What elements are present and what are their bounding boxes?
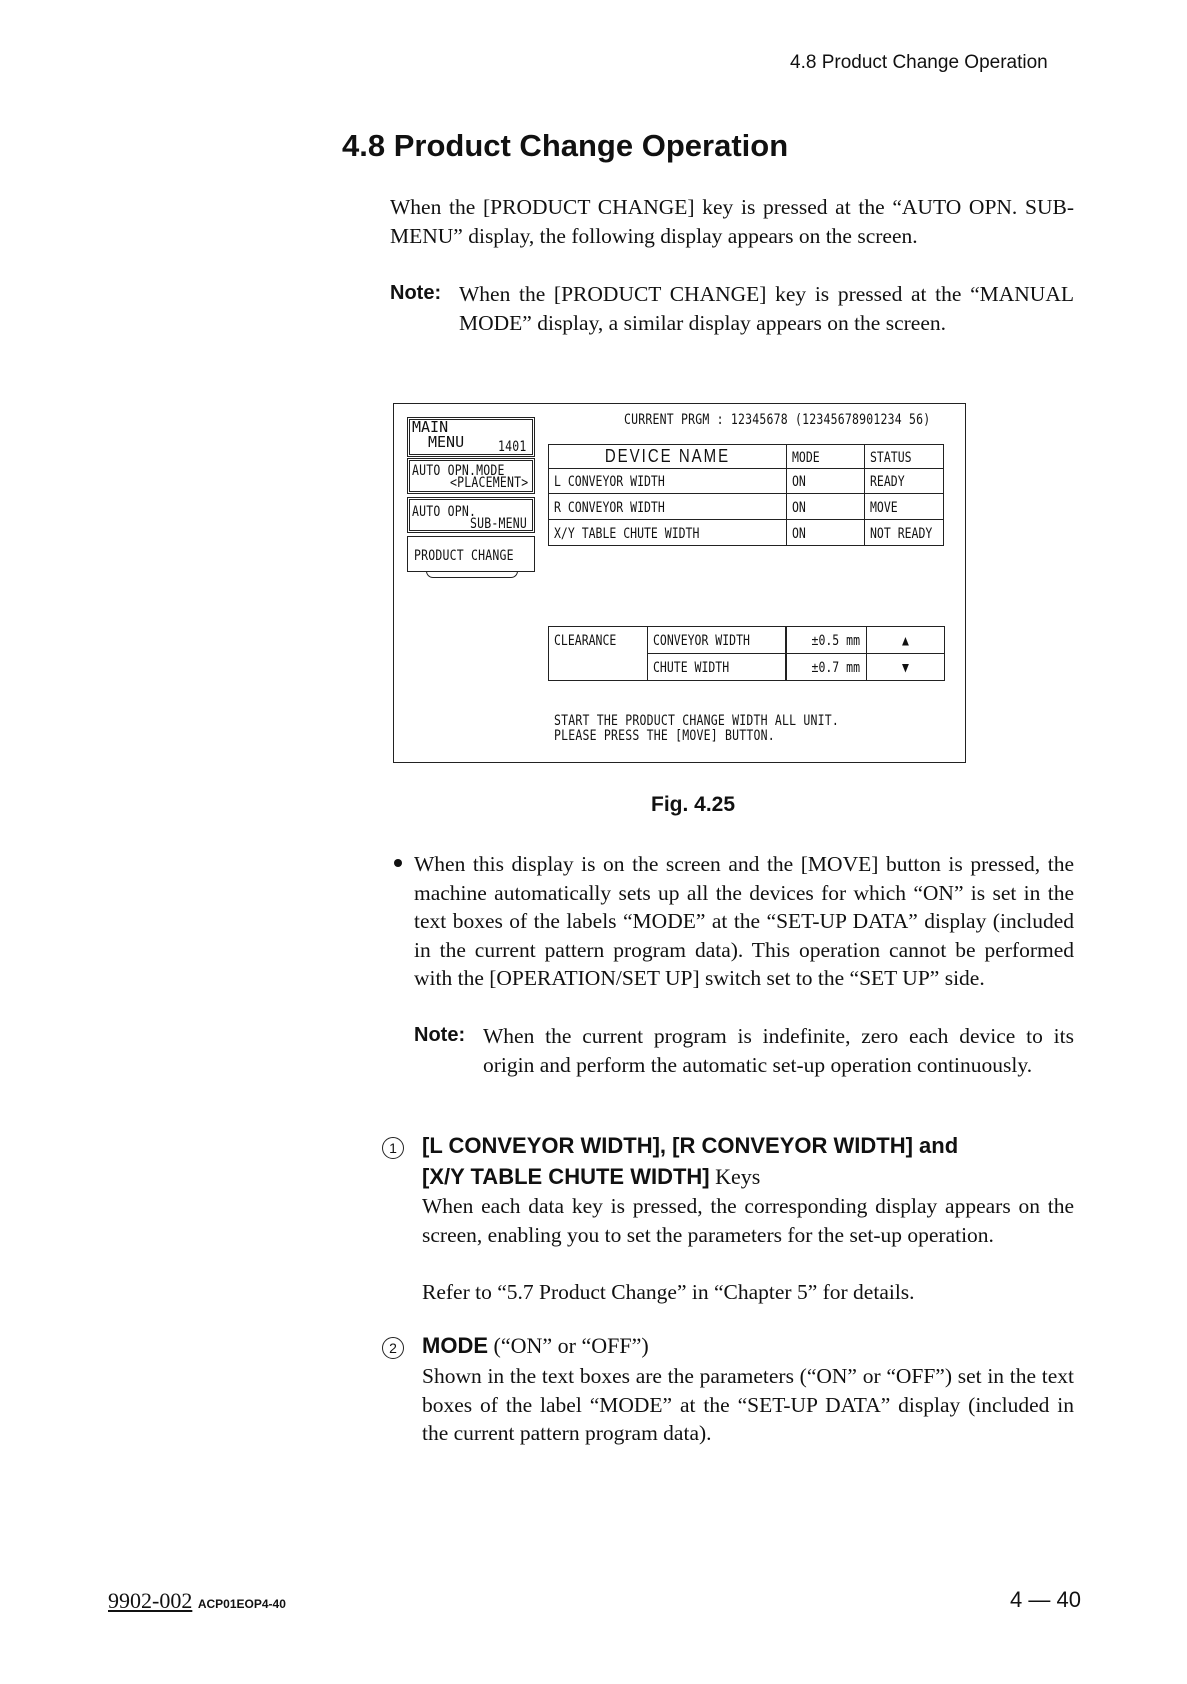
- xy-table-chute-width-key[interactable]: X/Y TABLE CHUTE WIDTH: [548, 519, 787, 546]
- r-conveyor-mode[interactable]: ON: [786, 493, 865, 520]
- footer-doc-code: [108, 1588, 286, 1614]
- l-conveyor-status: READY: [864, 468, 944, 494]
- page-number: 4 — 40: [1010, 1587, 1081, 1612]
- intro-paragraph: When the [PRODUCT CHANGE] key is pressed at the “AUTO OPN. SUB-MENU” display, the following display appears on the screen.: [390, 195, 1074, 248]
- product-change-screen: [393, 403, 966, 763]
- product-change-label: PRODUCT CHANGE: [414, 546, 514, 564]
- clearance-chute-width: CHUTE WIDTH: [647, 653, 786, 681]
- bullet-text: When this display is on the screen and the [MOVE] button is pressed, the machine automatically sets up all the devices for which “ON” is set in the text boxes of the labels “MODE” at the “SET-UP DATA” display (included in the current pattern program data). This operation cannot be performed with the [OPERATION/SET UP] switch set to the “SET UP” side.: [414, 852, 1074, 990]
- item-1-text: When each data key is pressed, the corresponding display appears on the screen, enabling you to set the parameters for the set-up operation.: [422, 1194, 1074, 1247]
- auto-opn-mode-label-2: <PLACEMENT>: [450, 473, 529, 491]
- main-menu-button[interactable]: [407, 417, 535, 457]
- device-name-header: DEVICE NAME: [548, 444, 787, 469]
- message-line-2: PLEASE PRESS THE [MOVE] BUTTON.: [554, 726, 775, 744]
- item-1-heading: [422, 1130, 1082, 1192]
- note-text: When the [PRODUCT CHANGE] key is pressed at the “MANUAL MODE” display, a similar display appears on the screen.: [459, 282, 1074, 335]
- bullet-icon: [394, 859, 402, 867]
- down-arrow-icon: ▼: [902, 658, 909, 676]
- item-1-number: 1: [382, 1137, 404, 1159]
- decrease-button[interactable]: [866, 653, 945, 681]
- main-menu-label-1: MAIN: [412, 418, 449, 436]
- item-2-heading-suffix: (“ON” or “OFF”): [488, 1333, 649, 1358]
- product-change-button[interactable]: [407, 536, 535, 572]
- figure-caption: Fig. 4.25: [651, 793, 736, 816]
- r-conveyor-width-key[interactable]: R CONVEYOR WIDTH: [548, 493, 787, 520]
- status-header: STATUS: [864, 444, 944, 469]
- item-2-number: 2: [382, 1337, 404, 1359]
- xy-table-status: NOT READY: [864, 519, 944, 546]
- bullet-note-label: Note:: [414, 1024, 466, 1046]
- auto-opn-sub-label-1: AUTO OPN.: [412, 502, 477, 520]
- main-menu-code: 1401: [498, 437, 527, 455]
- up-arrow-icon: ▲: [902, 631, 909, 649]
- doc-code: 9902-002: [108, 1588, 193, 1613]
- note-label: Note:: [390, 282, 442, 304]
- item-1-reference: Refer to “5.7 Product Change” in “Chapter 5” for details.: [422, 1280, 915, 1304]
- item-1-heading-line-2: [X/Y TABLE CHUTE WIDTH]: [422, 1164, 710, 1189]
- item-2-text: Shown in the text boxes are the parameters (“ON” or “OFF”) set in the text boxes of the label “MODE” at the “SET-UP DATA” display (included in the current pattern program data).: [422, 1364, 1074, 1445]
- item-2-heading-bold: MODE: [422, 1333, 488, 1358]
- item-2-heading: [422, 1330, 1082, 1361]
- increase-button[interactable]: [866, 626, 945, 654]
- main-menu-label-2: MENU: [428, 433, 465, 451]
- auto-opn-mode-button[interactable]: [407, 458, 535, 494]
- current-program: CURRENT PRGM : 12345678 (12345678901234 56): [624, 410, 931, 428]
- xy-table-mode[interactable]: ON: [786, 519, 865, 546]
- bullet-note-text: When the current program is indefinite, zero each device to its origin and perform the automatic set-up operation continuously.: [483, 1024, 1074, 1077]
- item-1-heading-suffix: Keys: [709, 1164, 761, 1189]
- mode-header: MODE: [786, 444, 865, 469]
- auto-opn-sub-label-2: SUB-MENU: [470, 514, 527, 532]
- item-1-heading-line-1: [L CONVEYOR WIDTH], [R CONVEYOR WIDTH] and: [422, 1133, 959, 1158]
- r-conveyor-status: MOVE: [864, 493, 944, 520]
- message-line-1: START THE PRODUCT CHANGE WIDTH ALL UNIT.: [554, 711, 839, 729]
- l-conveyor-mode[interactable]: ON: [786, 468, 865, 494]
- conveyor-width-value[interactable]: ±0.5 mm: [786, 626, 867, 654]
- section-title: 4.8 Product Change Operation: [342, 128, 789, 163]
- selected-tab-marker: [426, 571, 518, 578]
- clearance-conveyor-width: CONVEYOR WIDTH: [647, 626, 786, 654]
- running-header: 4.8 Product Change Operation: [790, 52, 1048, 73]
- chute-width-value[interactable]: ±0.7 mm: [786, 653, 867, 681]
- auto-opn-mode-label-1: AUTO OPN.MODE: [412, 461, 505, 479]
- auto-opn-sub-menu-button[interactable]: [407, 497, 535, 533]
- clearance-label: CLEARANCE: [548, 626, 648, 681]
- doc-sub-code: ACP01EOP4-40: [197, 1597, 286, 1611]
- l-conveyor-width-key[interactable]: L CONVEYOR WIDTH: [548, 468, 787, 494]
